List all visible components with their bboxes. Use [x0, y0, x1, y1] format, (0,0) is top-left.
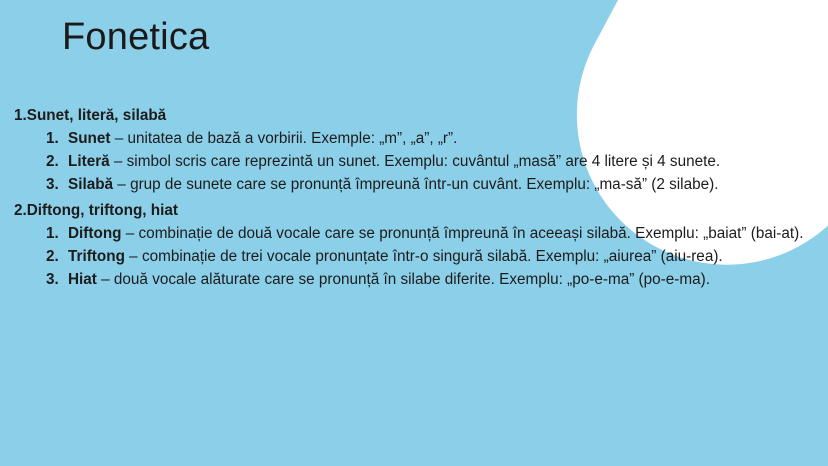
- list-item-number: 3.: [46, 271, 59, 288]
- section-list-2: [14, 222, 814, 291]
- slide-body: [14, 104, 814, 291]
- section-list-1: [14, 127, 814, 196]
- list-item-number: 1.: [46, 130, 59, 147]
- list-item-number: 3.: [46, 176, 59, 193]
- list-item: [46, 127, 814, 150]
- section-heading-2: 2.Diftong, triftong, hiat: [14, 202, 178, 219]
- list-item-number: 1.: [46, 225, 59, 242]
- list-item-term: Hiat: [68, 271, 97, 288]
- list-item-text: – grup de sunete care se pronunță împreună într-un cuvânt. Exemplu: „ma-să” (2 silabe).: [113, 176, 719, 193]
- list-item-text: – două vocale alăturate care se pronunță în silabe diferite. Exemplu: „po-e-ma” (po-e-ma).: [96, 271, 710, 288]
- list-item: [46, 245, 814, 268]
- list-item: [46, 173, 814, 196]
- list-item-text: – simbol scris care reprezintă un sunet. Exemplu: cuvântul „masă” are 4 litere și 4 sunete.: [109, 153, 721, 170]
- list-item-term: Diftong: [68, 225, 122, 242]
- list-item-number: 2.: [46, 153, 59, 170]
- page-title: Fonetica: [62, 16, 210, 58]
- list-item-text: – combinație de două vocale care se pronunță împreună în aceeași silabă. Exemplu: „baiat” (bai-at).: [121, 225, 804, 242]
- section-heading-1: 1.Sunet, literă, silabă: [14, 107, 167, 124]
- list-item: [46, 222, 814, 245]
- list-item-term: Sunet: [68, 130, 111, 147]
- list-item-number: 2.: [46, 248, 59, 265]
- list-item-text: – unitatea de bază a vorbirii. Exemple: „m”, „a”, „r”.: [110, 130, 458, 147]
- list-item: [46, 150, 814, 173]
- list-item: [46, 268, 814, 291]
- list-item-term: Silabă: [68, 176, 114, 193]
- list-item-text: – combinație de trei vocale pronunțate într-o singură silabă. Exemplu: „aiurea” (aiu-rea).: [124, 248, 723, 265]
- list-item-term: Triftong: [68, 248, 125, 265]
- list-item-term: Literă: [68, 153, 110, 170]
